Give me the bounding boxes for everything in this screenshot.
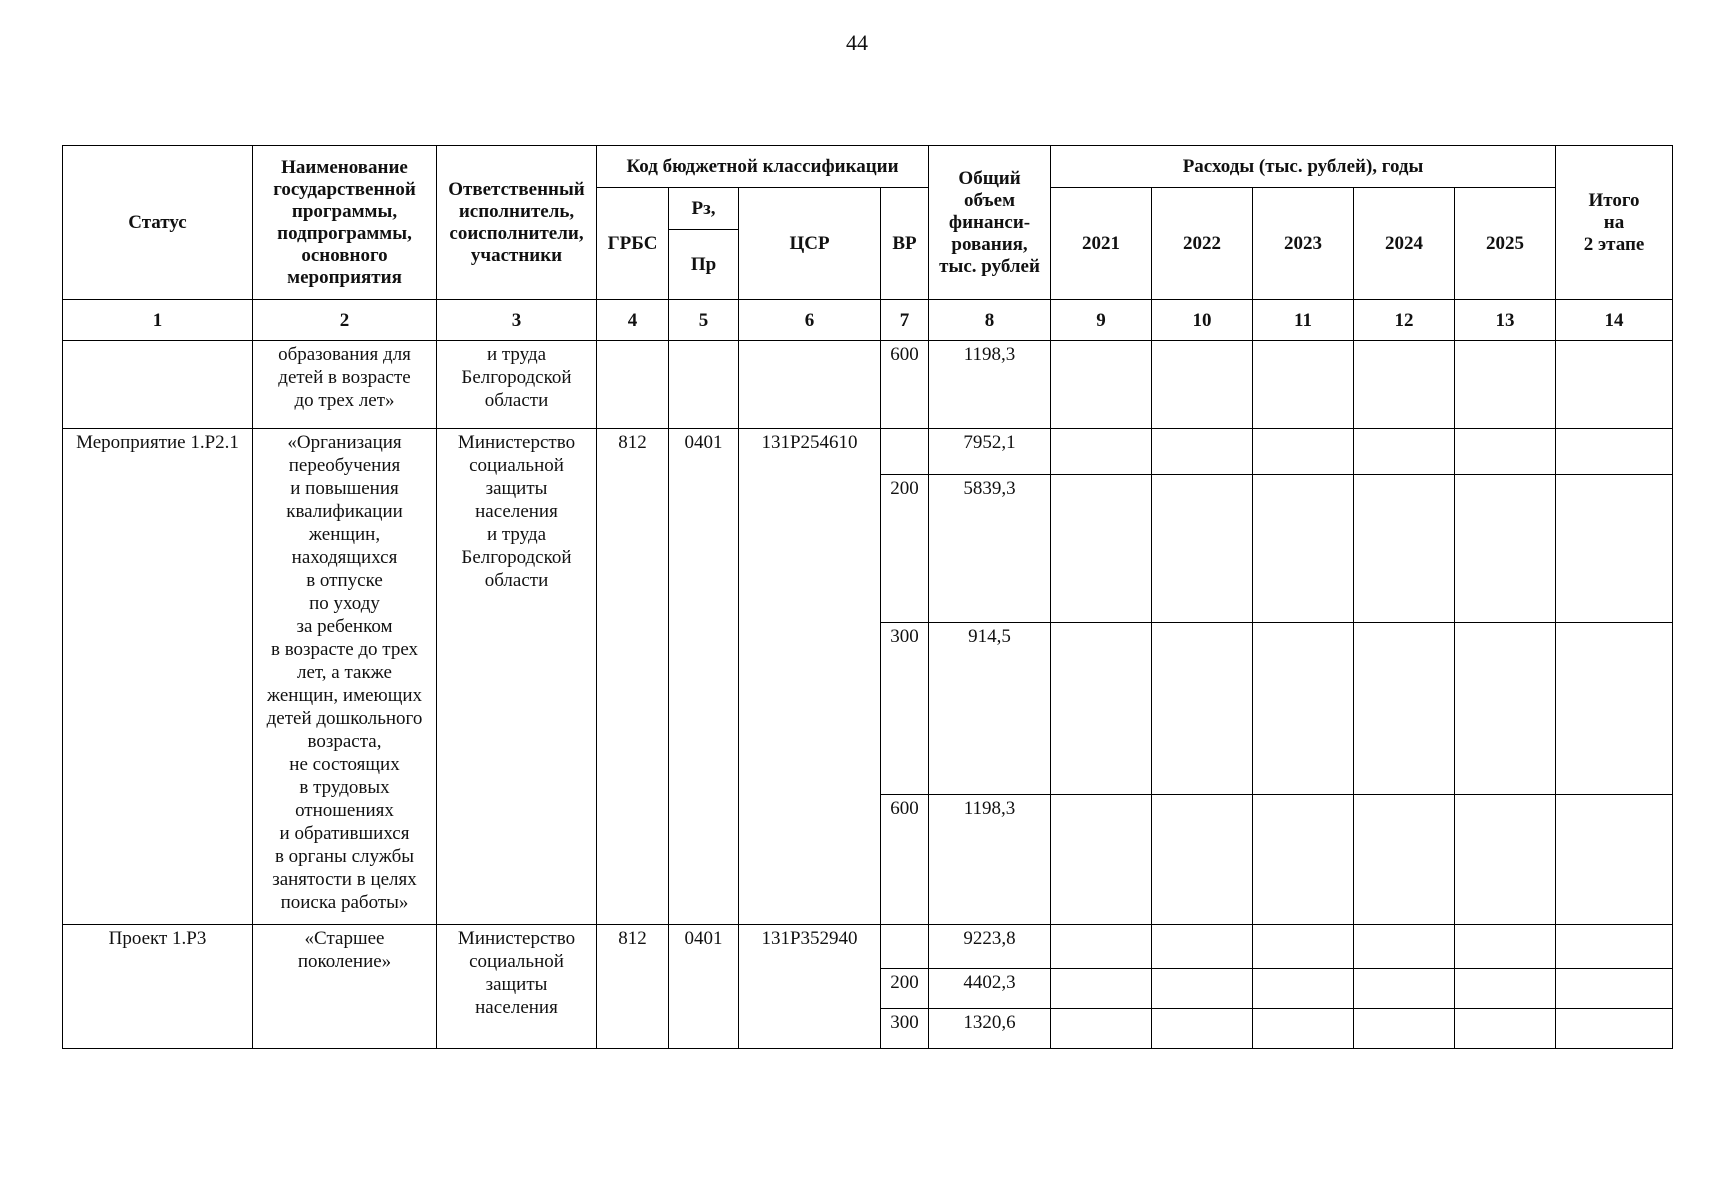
table-row (63, 341, 1673, 429)
name-cell: «Организация переобучения и повышения квалификации женщин, находящихся в отпуске по уходу за ребенком в возрасте до трех лет, а также женщин, имеющих детей дошкольного возраста, не состоящих в трудовых отношениях и обратившихся в органы службы занятости в целях поиска работы» (253, 429, 437, 925)
grbs-cell: 812 (597, 925, 669, 1049)
year-cell (1253, 429, 1354, 475)
stage-total-cell (1556, 341, 1673, 429)
stage-total-cell (1556, 925, 1673, 969)
status-cell: Мероприятие 1.Р2.1 (63, 429, 253, 925)
header-budget-code: Код бюджетной классификации (597, 146, 929, 188)
year-cell (1354, 623, 1455, 795)
column-number: 14 (1556, 300, 1673, 341)
header-stage-total: Итого на 2 этапе (1556, 146, 1673, 300)
year-cell (1455, 623, 1556, 795)
total-cell: 4402,3 (929, 969, 1051, 1009)
year-cell (1455, 1009, 1556, 1049)
year-cell (1253, 795, 1354, 925)
total-cell: 1320,6 (929, 1009, 1051, 1049)
year-cell (1152, 623, 1253, 795)
vr-cell: 300 (881, 1009, 929, 1049)
year-cell (1354, 795, 1455, 925)
header-year-2021: 2021 (1051, 188, 1152, 300)
year-cell (1152, 341, 1253, 429)
column-number: 1 (63, 300, 253, 341)
header-name: Наименование государственной программы, подпрограммы, основного мероприятия (253, 146, 437, 300)
vr-cell (881, 925, 929, 969)
year-cell (1455, 969, 1556, 1009)
header-total: Общий объем финанси- рования, тыс. рублей (929, 146, 1051, 300)
year-cell (1253, 475, 1354, 623)
year-cell (1354, 475, 1455, 623)
year-cell (1152, 1009, 1253, 1049)
year-cell (1455, 429, 1556, 475)
budget-table (62, 145, 1673, 1049)
year-cell (1354, 1009, 1455, 1049)
header-grbs: ГРБС (597, 188, 669, 300)
column-number: 4 (597, 300, 669, 341)
year-cell (1455, 475, 1556, 623)
year-cell (1253, 925, 1354, 969)
year-cell (1152, 925, 1253, 969)
status-cell (63, 341, 253, 429)
year-cell (1051, 475, 1152, 623)
total-cell: 914,5 (929, 623, 1051, 795)
year-cell (1253, 969, 1354, 1009)
vr-cell: 300 (881, 623, 929, 795)
header-csr: ЦСР (739, 188, 881, 300)
year-cell (1354, 969, 1455, 1009)
vr-cell (881, 429, 929, 475)
header-executor: Ответственный исполнитель, соисполнители, участники (437, 146, 597, 300)
column-number: 11 (1253, 300, 1354, 341)
year-cell (1455, 795, 1556, 925)
column-number: 6 (739, 300, 881, 341)
total-cell: 1198,3 (929, 341, 1051, 429)
year-cell (1455, 341, 1556, 429)
stage-total-cell (1556, 795, 1673, 925)
grbs-cell (597, 341, 669, 429)
column-number-row (63, 300, 1673, 341)
year-cell (1253, 341, 1354, 429)
stage-total-cell (1556, 1009, 1673, 1049)
stage-total-cell (1556, 623, 1673, 795)
executor-cell: Министерство социальной защиты населения и труда Белгородской области (437, 429, 597, 925)
vr-cell: 200 (881, 475, 929, 623)
table-row (63, 925, 1673, 969)
column-number: 5 (669, 300, 739, 341)
column-number: 12 (1354, 300, 1455, 341)
header-rz: Рз, (669, 188, 739, 230)
column-number: 7 (881, 300, 929, 341)
name-cell: образования для детей в возрасте до трех лет» (253, 341, 437, 429)
year-cell (1354, 341, 1455, 429)
year-cell (1354, 429, 1455, 475)
stage-total-cell (1556, 475, 1673, 623)
column-number: 2 (253, 300, 437, 341)
rzpr-cell: 0401 (669, 925, 739, 1049)
csr-cell: 131Р352940 (739, 925, 881, 1049)
total-cell: 7952,1 (929, 429, 1051, 475)
page-number: 44 (846, 30, 868, 55)
year-cell (1051, 623, 1152, 795)
column-number: 9 (1051, 300, 1152, 341)
csr-cell (739, 341, 881, 429)
name-cell: «Старшее поколение» (253, 925, 437, 1049)
header-pr: Пр (669, 230, 739, 300)
year-cell (1152, 475, 1253, 623)
total-cell: 5839,3 (929, 475, 1051, 623)
year-cell (1152, 429, 1253, 475)
year-cell (1152, 969, 1253, 1009)
header-year-2022: 2022 (1152, 188, 1253, 300)
year-cell (1152, 795, 1253, 925)
grbs-cell: 812 (597, 429, 669, 925)
stage-total-cell (1556, 429, 1673, 475)
header-year-2025: 2025 (1455, 188, 1556, 300)
column-number: 10 (1152, 300, 1253, 341)
status-cell: Проект 1.Р3 (63, 925, 253, 1049)
rzpr-cell: 0401 (669, 429, 739, 925)
column-number: 8 (929, 300, 1051, 341)
table-row (63, 429, 1673, 475)
total-cell: 1198,3 (929, 795, 1051, 925)
rzpr-cell (669, 341, 739, 429)
stage-total-cell (1556, 969, 1673, 1009)
column-number: 3 (437, 300, 597, 341)
year-cell (1051, 1009, 1152, 1049)
year-cell (1253, 1009, 1354, 1049)
year-cell (1051, 341, 1152, 429)
header-vr: ВР (881, 188, 929, 300)
year-cell (1051, 429, 1152, 475)
executor-cell: Министерство социальной защиты населения (437, 925, 597, 1049)
vr-cell: 200 (881, 969, 929, 1009)
vr-cell: 600 (881, 795, 929, 925)
year-cell (1051, 969, 1152, 1009)
year-cell (1051, 795, 1152, 925)
total-cell: 9223,8 (929, 925, 1051, 969)
executor-cell: и труда Белгородской области (437, 341, 597, 429)
column-number: 13 (1455, 300, 1556, 341)
header-status: Статус (63, 146, 253, 300)
vr-cell: 600 (881, 341, 929, 429)
csr-cell: 131Р254610 (739, 429, 881, 925)
header-expenses: Расходы (тыс. рублей), годы (1051, 146, 1556, 188)
year-cell (1253, 623, 1354, 795)
year-cell (1455, 925, 1556, 969)
header-year-2024: 2024 (1354, 188, 1455, 300)
header-year-2023: 2023 (1253, 188, 1354, 300)
year-cell (1051, 925, 1152, 969)
year-cell (1354, 925, 1455, 969)
